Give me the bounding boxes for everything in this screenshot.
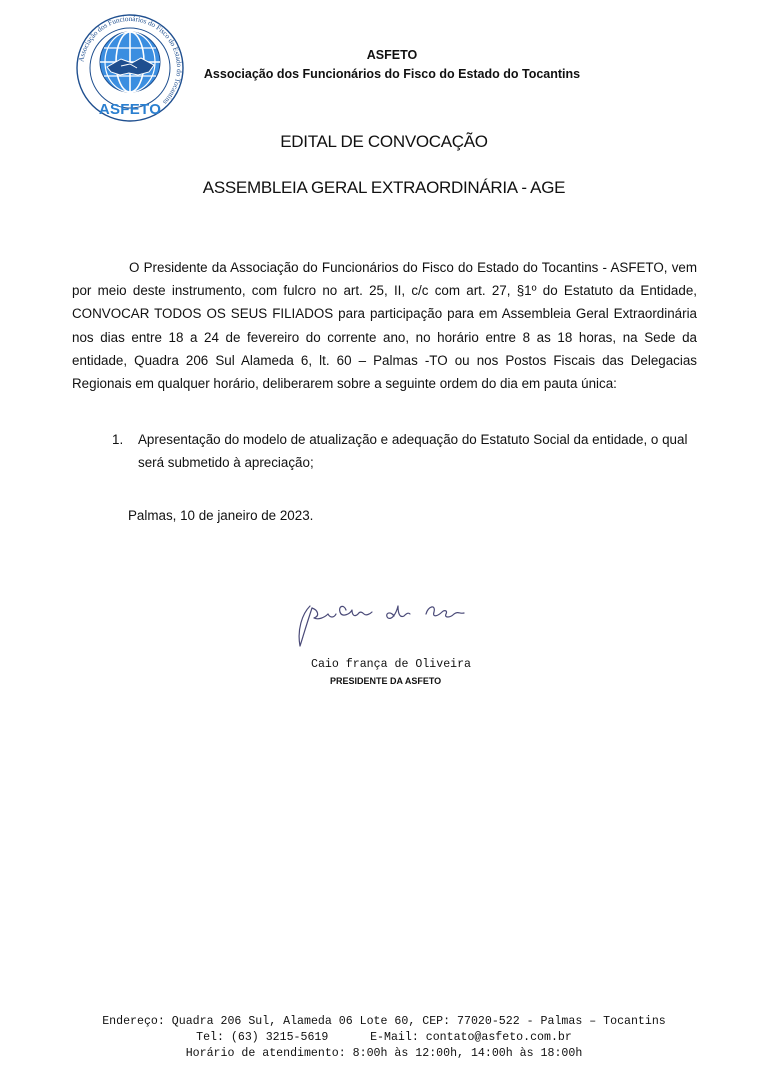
footer-contact: Tel: (63) 3215-5619 E-Mail: contato@asfeto.com.br (196, 1031, 572, 1044)
logo-wordmark: ASFETO (98, 101, 162, 118)
body-paragraph: O Presidente da Associação do Funcionários do Fisco do Estado do Tocantins - ASFETO, vem por meio deste instrumento, com fulcro no art. 25, II, c/c com art. 27, §1º do Estatuto da Entidade, CONVOCAR TODOS OS SEUS FILIADOS para participação para em Assembleia Geral Extraordinária nos dias entre 18 a 24 de fevereiro do corrente ano, no horário entre 8 as 18 horas, na Sede da entidade, Quadra 206 Sul Alameda 6, lt. 60 – Palmas -TO ou nos Postos Fiscais das Delegacias Regionais em qualquer horário, deliberarem sobre a seguinte ordem do dia em pauta única: (72, 260, 697, 392)
date-line: Palmas, 10 de janeiro de 2023. (128, 508, 314, 523)
org-full-name: Associação dos Funcionários do Fisco do Estado do Tocantins (203, 67, 581, 81)
footer-address: Endereço: Quadra 206 Sul, Alameda 06 Lote 60, CEP: 77020-522 - Palmas – Tocantins (102, 1015, 666, 1028)
logo-ring-text: Associação dos Funcionários do Fisco do Estado do Tocantins (77, 14, 184, 107)
list-item-text: Apresentação do modelo de atualização e adequação do Estatuto Social da entidade, o qual será submetido à apreciação; (138, 432, 688, 470)
agenda-list (112, 428, 697, 474)
document-title: EDITAL DE CONVOCAÇÃO (280, 132, 488, 151)
org-acronym: ASFETO (366, 48, 418, 62)
list-item-number: 1. (112, 432, 124, 447)
footer-hours: Horário de atendimento: 8:00h às 12:00h, 14:00h às 18:00h (185, 1047, 583, 1060)
signer-role: PRESIDENTE DA ASFETO (330, 676, 442, 686)
document-subtitle: ASSEMBLEIA GERAL EXTRAORDINÁRIA - AGE (202, 178, 566, 197)
list-item (112, 428, 697, 474)
handwritten-signature (288, 596, 478, 654)
signer-name: Caio frança de Oliveira (311, 658, 472, 671)
